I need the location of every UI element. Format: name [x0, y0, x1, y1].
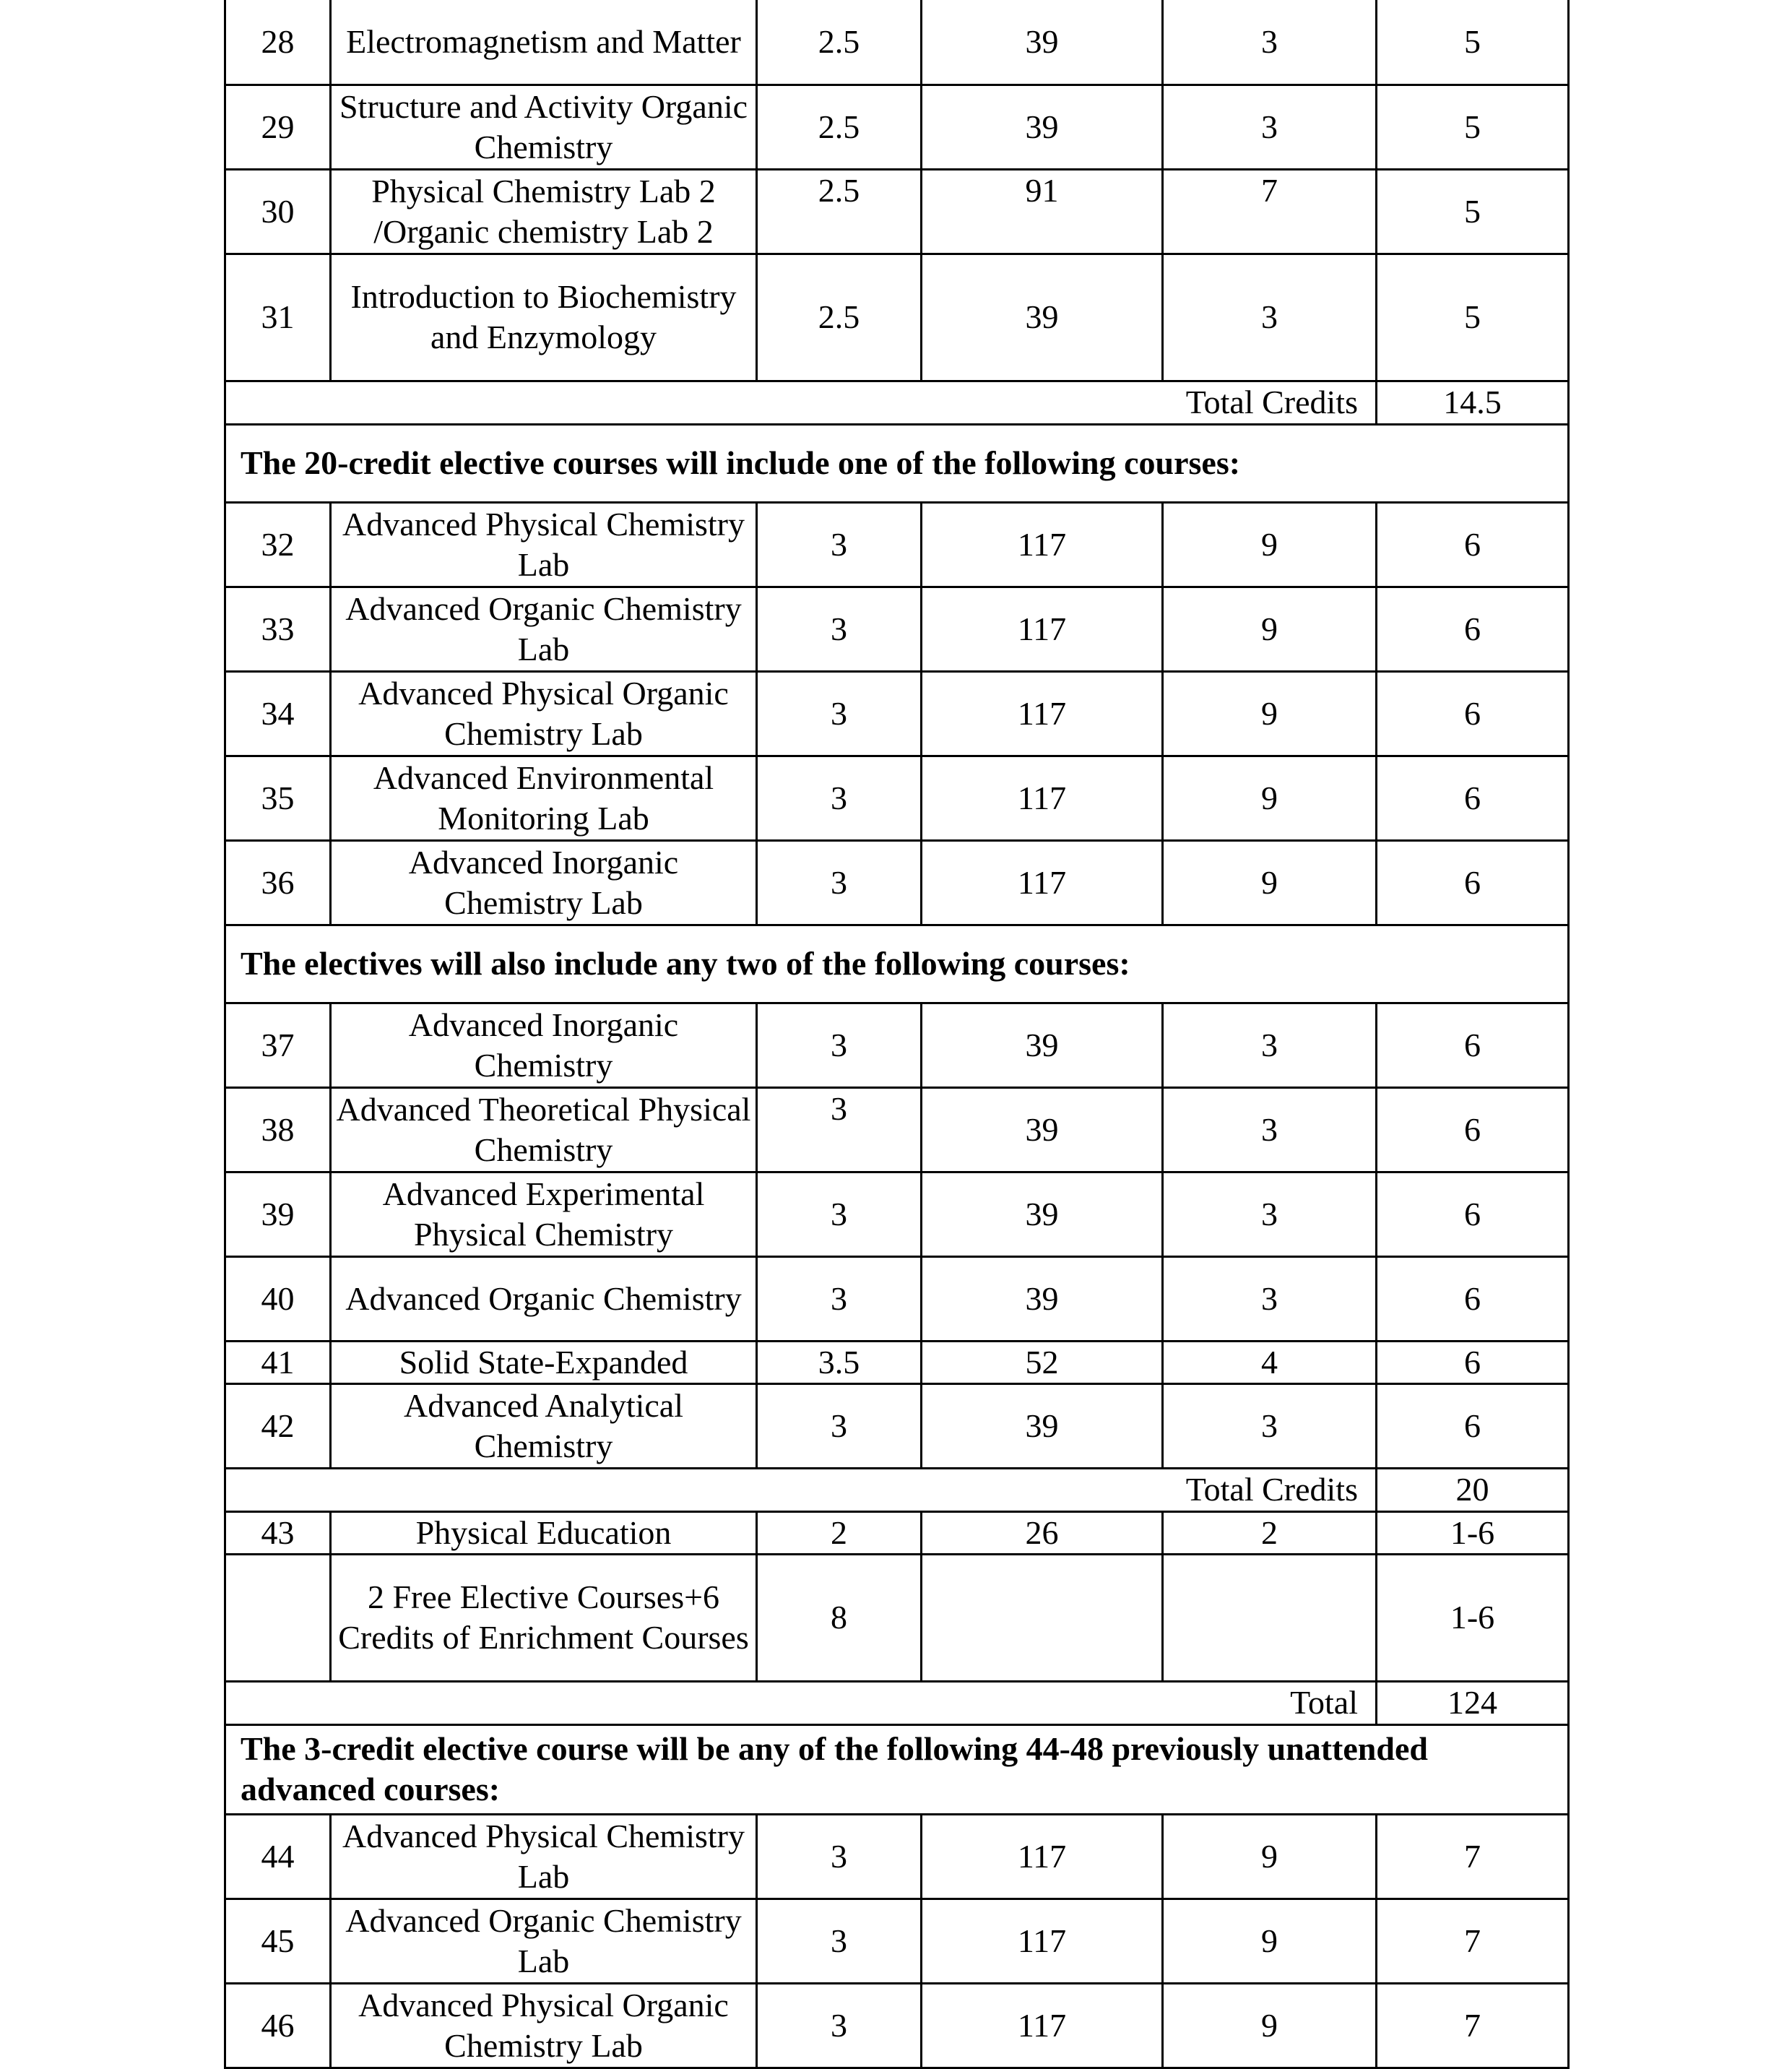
- course-name: Advanced Physical Chemistry Lab: [331, 502, 757, 587]
- contact-hours: 39: [922, 0, 1163, 85]
- total-row: [225, 381, 1569, 424]
- course-number: 38: [225, 1087, 331, 1172]
- credit-hours: 2.5: [757, 0, 922, 85]
- credit-hours: 3: [757, 1383, 922, 1468]
- weekly-hours: 7: [1163, 169, 1377, 254]
- semester: 6: [1377, 502, 1569, 587]
- course-name: Physical Chemistry Lab 2 /Organic chemistry Lab 2: [331, 169, 757, 254]
- semester: 1-6: [1377, 1511, 1569, 1554]
- semester: 6: [1377, 1341, 1569, 1383]
- course-number: 43: [225, 1511, 331, 1554]
- weekly-hours: 3: [1163, 0, 1377, 85]
- semester: 6: [1377, 1383, 1569, 1468]
- credit-hours: 3: [757, 1814, 922, 1899]
- semester: 6: [1377, 671, 1569, 756]
- weekly-hours: 3: [1163, 1383, 1377, 1468]
- table-row: [225, 1554, 1569, 1681]
- course-number: 28: [225, 0, 331, 85]
- contact-hours: 117: [922, 587, 1163, 671]
- course-name: 2 Free Elective Courses+6 Credits of Enrichment Courses: [331, 1554, 757, 1681]
- weekly-hours: 9: [1163, 1983, 1377, 2068]
- semester: 6: [1377, 587, 1569, 671]
- course-name: Advanced Physical Organic Chemistry Lab: [331, 671, 757, 756]
- course-number: [225, 1554, 331, 1681]
- course-number: 32: [225, 502, 331, 587]
- course-name: Advanced Inorganic Chemistry Lab: [331, 840, 757, 925]
- credit-hours: 3: [757, 1256, 922, 1341]
- credit-hours: 3: [757, 671, 922, 756]
- table-row: [225, 671, 1569, 756]
- course-number: 37: [225, 1003, 331, 1087]
- section-heading-row: [225, 424, 1569, 502]
- semester: 6: [1377, 1256, 1569, 1341]
- weekly-hours: 3: [1163, 1256, 1377, 1341]
- course-name: Advanced Organic Chemistry: [331, 1256, 757, 1341]
- table-row: [225, 1511, 1569, 1554]
- table-row: [225, 1003, 1569, 1087]
- total-label: Total Credits: [225, 381, 1377, 424]
- weekly-hours: 3: [1163, 1172, 1377, 1256]
- contact-hours: 117: [922, 1983, 1163, 2068]
- section-heading-row: [225, 1724, 1569, 1814]
- table-row: [225, 1087, 1569, 1172]
- weekly-hours: 3: [1163, 254, 1377, 381]
- course-name: Advanced Theoretical Physical Chemistry: [331, 1087, 757, 1172]
- credit-hours: 3: [757, 840, 922, 925]
- section-heading-row: [225, 925, 1569, 1003]
- contact-hours: 91: [922, 169, 1163, 254]
- semester: 6: [1377, 1172, 1569, 1256]
- weekly-hours: 9: [1163, 587, 1377, 671]
- semester: 7: [1377, 1899, 1569, 1983]
- contact-hours: 117: [922, 1899, 1163, 1983]
- course-name: Advanced Organic Chemistry Lab: [331, 587, 757, 671]
- weekly-hours: 3: [1163, 1003, 1377, 1087]
- course-number: 45: [225, 1899, 331, 1983]
- weekly-hours: 9: [1163, 756, 1377, 840]
- table-row: [225, 1341, 1569, 1383]
- weekly-hours: 9: [1163, 1814, 1377, 1899]
- course-credits-table: [224, 0, 1570, 2069]
- course-number: 46: [225, 1983, 331, 2068]
- course-name: Advanced Inorganic Chemistry: [331, 1003, 757, 1087]
- contact-hours: 117: [922, 756, 1163, 840]
- table-row: [225, 169, 1569, 254]
- total-value: 14.5: [1377, 381, 1569, 424]
- table-row: [225, 1172, 1569, 1256]
- table-row: [225, 1983, 1569, 2068]
- weekly-hours: 2: [1163, 1511, 1377, 1554]
- course-number: 44: [225, 1814, 331, 1899]
- table-row: [225, 0, 1569, 85]
- weekly-hours: 9: [1163, 1899, 1377, 1983]
- course-number: 41: [225, 1341, 331, 1383]
- course-number: 31: [225, 254, 331, 381]
- course-name: Advanced Physical Organic Chemistry Lab: [331, 1983, 757, 2068]
- credit-hours: 3: [757, 1003, 922, 1087]
- course-name: Advanced Physical Chemistry Lab: [331, 1814, 757, 1899]
- credit-hours: 2.5: [757, 85, 922, 169]
- weekly-hours: 3: [1163, 85, 1377, 169]
- total-row: [225, 1468, 1569, 1511]
- semester: 6: [1377, 1003, 1569, 1087]
- course-name: Advanced Experimental Physical Chemistry: [331, 1172, 757, 1256]
- course-name: Introduction to Biochemistry and Enzymology: [331, 254, 757, 381]
- weekly-hours: 9: [1163, 671, 1377, 756]
- contact-hours: 26: [922, 1511, 1163, 1554]
- section-heading: The 20-credit elective courses will include one of the following courses:: [225, 424, 1569, 502]
- table-row: [225, 840, 1569, 925]
- contact-hours: 117: [922, 671, 1163, 756]
- weekly-hours: 4: [1163, 1341, 1377, 1383]
- contact-hours: 39: [922, 1383, 1163, 1468]
- credit-hours: 3: [757, 1172, 922, 1256]
- semester: 7: [1377, 1983, 1569, 2068]
- semester: 5: [1377, 254, 1569, 381]
- credit-hours: 3: [757, 1899, 922, 1983]
- contact-hours: 117: [922, 1814, 1163, 1899]
- course-name: Structure and Activity Organic Chemistry: [331, 85, 757, 169]
- course-number: 33: [225, 587, 331, 671]
- section-heading: The electives will also include any two of the following courses:: [225, 925, 1569, 1003]
- contact-hours: 117: [922, 502, 1163, 587]
- contact-hours: 39: [922, 85, 1163, 169]
- course-number: 36: [225, 840, 331, 925]
- credit-hours: 3.5: [757, 1341, 922, 1383]
- contact-hours: [922, 1554, 1163, 1681]
- course-name: Physical Education: [331, 1511, 757, 1554]
- credit-hours: 3: [757, 587, 922, 671]
- course-number: 42: [225, 1383, 331, 1468]
- course-number: 40: [225, 1256, 331, 1341]
- weekly-hours: 9: [1163, 502, 1377, 587]
- table-row: [225, 254, 1569, 381]
- weekly-hours: 3: [1163, 1087, 1377, 1172]
- table-row: [225, 1383, 1569, 1468]
- course-number: 34: [225, 671, 331, 756]
- total-value: 124: [1377, 1681, 1569, 1724]
- semester: 5: [1377, 85, 1569, 169]
- contact-hours: 117: [922, 840, 1163, 925]
- table-row: [225, 1899, 1569, 1983]
- section-heading: The 3-credit elective course will be any of the following 44-48 previously unattended advanced courses:: [225, 1724, 1569, 1814]
- credit-hours: 2.5: [757, 169, 922, 254]
- course-name: Electromagnetism and Matter: [331, 0, 757, 85]
- semester: 7: [1377, 1814, 1569, 1899]
- course-name: Advanced Environmental Monitoring Lab: [331, 756, 757, 840]
- course-name: Advanced Organic Chemistry Lab: [331, 1899, 757, 1983]
- course-name: Solid State-Expanded: [331, 1341, 757, 1383]
- course-name: Advanced Analytical Chemistry: [331, 1383, 757, 1468]
- table-row: [225, 756, 1569, 840]
- semester: 6: [1377, 756, 1569, 840]
- semester: 1-6: [1377, 1554, 1569, 1681]
- contact-hours: 52: [922, 1341, 1163, 1383]
- table-row: [225, 85, 1569, 169]
- weekly-hours: 9: [1163, 840, 1377, 925]
- credit-hours: 8: [757, 1554, 922, 1681]
- contact-hours: 39: [922, 1172, 1163, 1256]
- semester: 5: [1377, 0, 1569, 85]
- credit-hours: 3: [757, 502, 922, 587]
- course-number: 39: [225, 1172, 331, 1256]
- total-label: Total: [225, 1681, 1377, 1724]
- credit-hours: 3: [757, 1983, 922, 2068]
- table-row: [225, 502, 1569, 587]
- total-label: Total Credits: [225, 1468, 1377, 1511]
- semester: 5: [1377, 169, 1569, 254]
- weekly-hours: [1163, 1554, 1377, 1681]
- credit-hours: 2: [757, 1511, 922, 1554]
- course-number: 29: [225, 85, 331, 169]
- table-row: [225, 587, 1569, 671]
- contact-hours: 39: [922, 1003, 1163, 1087]
- course-number: 30: [225, 169, 331, 254]
- contact-hours: 39: [922, 1256, 1163, 1341]
- semester: 6: [1377, 1087, 1569, 1172]
- contact-hours: 39: [922, 1087, 1163, 1172]
- total-row: [225, 1681, 1569, 1724]
- credit-hours: 3: [757, 756, 922, 840]
- table-row: [225, 1256, 1569, 1341]
- credit-hours: 3: [757, 1087, 922, 1172]
- total-value: 20: [1377, 1468, 1569, 1511]
- course-number: 35: [225, 756, 331, 840]
- table-row: [225, 1814, 1569, 1899]
- semester: 6: [1377, 840, 1569, 925]
- contact-hours: 39: [922, 254, 1163, 381]
- credit-hours: 2.5: [757, 254, 922, 381]
